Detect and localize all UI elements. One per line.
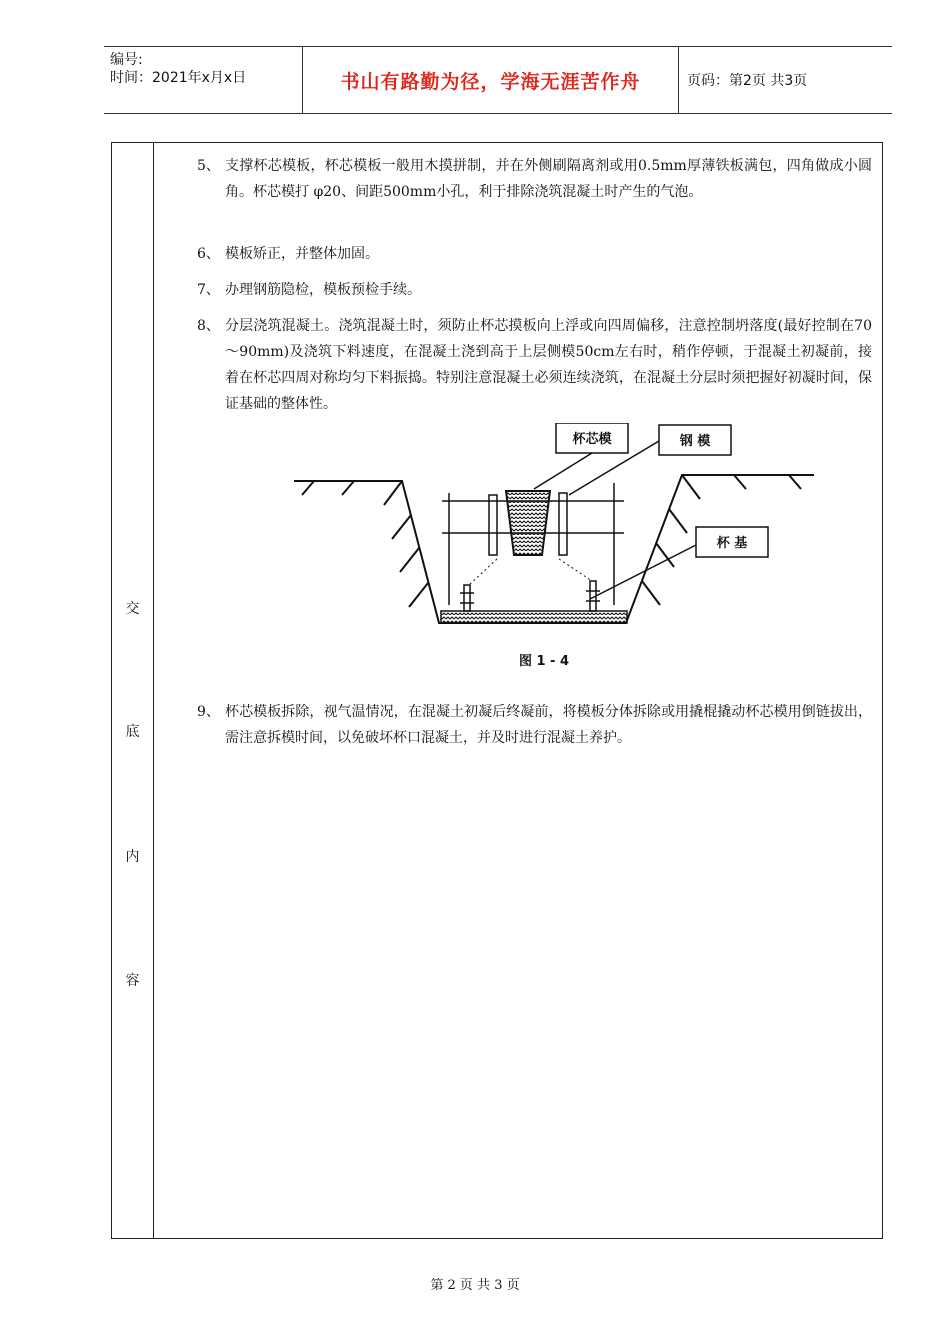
item-text: 支撑杯芯模板，杯芯模板一般用木摸拼制，并在外侧刷隔离剂或用0.5mm厚薄铁板满包，四角做成小圆角。杯芯模打 φ20、间距500mm小孔，利于排除浇筑混凝土时产生的气泡。 xyxy=(225,158,872,200)
page-footer: 第 2 页 共 3 页 xyxy=(430,1278,520,1293)
item-number: 5、 xyxy=(197,158,220,174)
figure-caption: 图 1 - 4 xyxy=(518,654,570,669)
formwork-diagram xyxy=(294,423,814,673)
item-number: 8、 xyxy=(197,318,220,334)
side-label-char: 底 xyxy=(125,724,140,740)
list-item xyxy=(197,699,872,751)
item-text: 办理钢筋隐检，模板预检手续。 xyxy=(225,282,421,298)
header-meta xyxy=(104,47,303,113)
side-label-char: 交 xyxy=(125,601,140,617)
item-number: 6、 xyxy=(197,246,220,262)
label-cup-base: 杯 基 xyxy=(716,536,748,551)
header-motto: 书山有路勤为径，学海无涯苦作舟 xyxy=(303,47,679,113)
side-label-char: 内 xyxy=(125,849,140,865)
list-item xyxy=(197,277,872,303)
content-table xyxy=(111,142,883,1239)
doc-date-label: 时间：2021年x月x日 xyxy=(110,70,247,86)
item-number: 7、 xyxy=(197,282,220,298)
item-text: 分层浇筑混凝土。浇筑混凝土时，须防止杯芯摸板向上浮或向四周偏移，注意控制坍落度(最好控制在70～90mm)及浇筑下料速度，在混凝土浇到高于上层侧模50cm左右时，稍作停顿，于混凝土初凝前，接着在杯芯四周对称均匀下料振捣。特别注意混凝土必须连续浇筑，在混凝土分层时须把握好初凝时间，保证基础的整体性。 xyxy=(225,318,872,412)
item-number: 9、 xyxy=(197,704,220,720)
label-steel-form: 钢 模 xyxy=(679,434,711,449)
page-header xyxy=(104,46,892,114)
side-label-column xyxy=(112,143,154,1238)
doc-number-label: 编号: xyxy=(110,52,143,68)
header-page-info: 页码：第2页 共3页 xyxy=(687,73,808,89)
base-slab xyxy=(441,611,627,623)
cup-core-form xyxy=(506,491,550,555)
content-cell xyxy=(154,143,882,1238)
side-label-char: 容 xyxy=(125,973,140,989)
list-item xyxy=(197,153,872,205)
label-cup-core: 杯芯模 xyxy=(572,432,612,447)
item-text: 模板矫正，并整体加固。 xyxy=(225,246,379,262)
item-text: 杯芯模板拆除，视气温情况，在混凝土初凝后终凝前，将模板分体拆除或用撬棍撬动杯芯模用倒链拔出，需注意拆模时间，以免破坏杯口混凝土，并及时进行混凝土养护。 xyxy=(225,704,872,746)
list-item xyxy=(197,241,872,267)
list-item xyxy=(197,313,872,417)
